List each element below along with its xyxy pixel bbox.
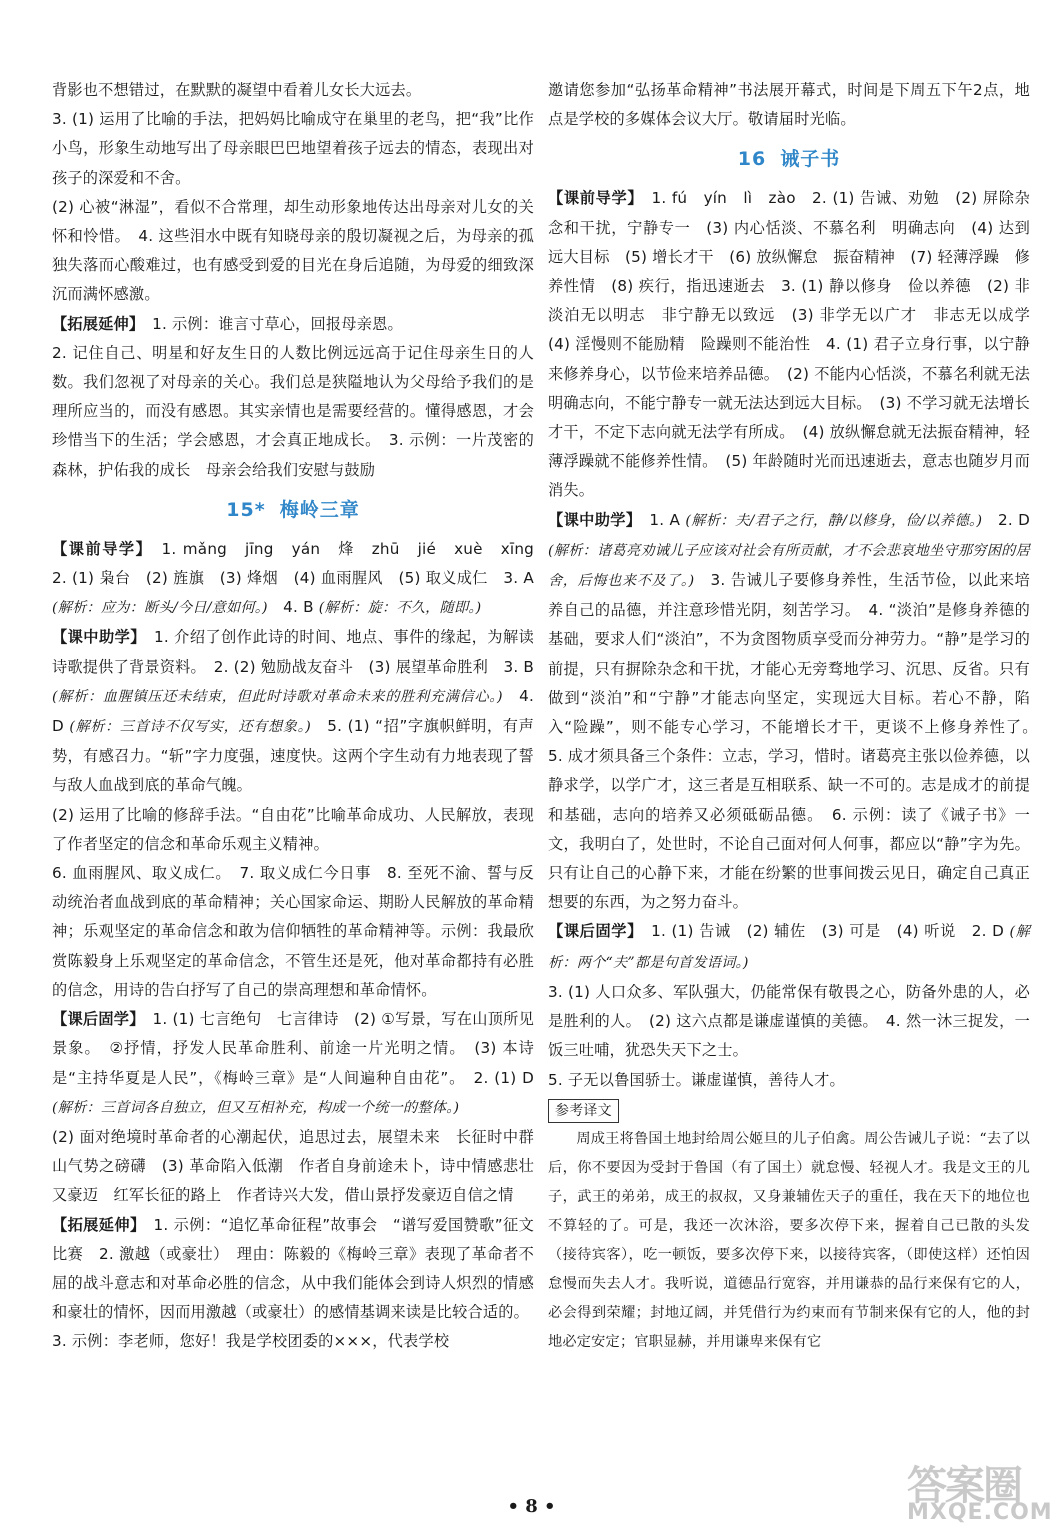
left-column [52, 76, 550, 1357]
text-paragraph: 3. (1) 人口众多、军队强大，仍能常保有敬畏之心，防备外患的人，必是胜利的人。 (2) 这六点都是谦虚谨慎的美德。 4. 然一沐三捉发，一饭三吐哺，犹恐失天下之士。 [548, 982, 1030, 1060]
lesson-number: 15* [226, 498, 266, 521]
text-paragraph: 3. 示例：李老师，您好！我是学校团委的×××，代表学校 [52, 1332, 450, 1351]
section-tag: 【课中助学】 [548, 510, 634, 529]
text-paragraph: 5. 子无以鲁国骄士。谦虚谨慎，善待人才。 [548, 1070, 845, 1089]
lesson-heading [52, 495, 534, 525]
answer-text: 1. 示例：谁言寸草心，回报母亲恩。 [136, 314, 403, 333]
analysis-note: (解析：三首诗不仅写实，还有想象。) [69, 719, 312, 736]
text-paragraph [548, 506, 1046, 918]
section-tag: 【课前导学】 [52, 539, 145, 558]
text-paragraph: 背影也不想错过，在默默的凝望中看着儿女长大远去。 [52, 81, 422, 99]
answer-text: 1. (1) 告诫 (2) 辅佐 (3) 可是 (4) 听说 2. D [635, 922, 1010, 941]
section-tag: 【课后固学】 [548, 922, 636, 941]
text-paragraph [52, 1005, 534, 1123]
translation-text: 周成王将鲁国土地封给周公姬旦的儿子伯禽。周公告诫儿子说：“去了以后，你不要因为受封于鲁国（有了国土）就怠慢、轻视人才。我是文王的儿子，武王的弟弟，成王的叔叔，又身兼辅佐天子的重任，我在天下的地位也不算轻的了。可是，我还一次沐浴，要多次停下来，握着自己已散的头发（接待宾客），吃一顿饭，要多次停下来，以接待宾客，（即使这样）还怕因怠慢而失去人才。我听说，道德品行宽容，并用谦恭的品行来保有它的人，必会得到荣耀；封地辽阔，并凭借行为约束而有节制来保有它的人，他的封地必定安定；官职显赫，并用谦卑来保有它 [548, 1130, 1030, 1350]
text-paragraph: 邀请您参加“弘扬革命精神”书法展开幕式，时间是下周五下午2点，地点是学校的多媒体会议大厅。敬请届时光临。 [548, 81, 1030, 129]
page-number: • 8 • [507, 1496, 556, 1517]
section-tag: 【课前导学】 [548, 189, 636, 208]
lesson-heading [548, 144, 1030, 174]
analysis-note: (解析：应为：断头/今日/意如何。) [52, 600, 268, 617]
answer-text: 1. (1) 七言绝句 七言律诗 (2) ①写景，写在山顶所见景象。 ②抒情，抒发人民革命胜利、前途一片光明之情。 (3) 本诗是“主持华夏是人民”，《梅岭三章》是“人间遍种自由花”。 2. (1) D [52, 1010, 535, 1087]
answer-text: 1. 示例：“追忆革命征程”故事会 “谱写爱国赞歌”征文比赛 2. 激越（或豪壮） 理由：陈毅的《梅岭三章》表现了革命者不屈的战斗意志和对革命必胜的信念，从中我们能体会到诗人炽烈的情感和豪壮的情怀，因而用激越（或豪壮）的感情基调来读是比较合适的。 [52, 1215, 534, 1322]
text-paragraph [52, 535, 550, 624]
text-paragraph [52, 623, 534, 800]
text-paragraph: (2) 心被“淋湿”，看似不合常理，却生动形象地传达出母亲对儿女的关怀和怜惜。 4. 这些泪水中既有知晓母亲的殷切凝视之后，为母亲的孤独失落而心酸难过，也有感受到爱的目光在身后追随，为母爱的细致深沉而满怀感激。 [52, 197, 534, 304]
site-watermark [899, 1454, 1053, 1528]
section-tag: 【拓展延伸】 [52, 314, 137, 333]
answer-text: 5. (1) “招”字旗帜鲜明，有声势，有感召力。“斩”字力度强，速度快。这两个字生动有力地表现了誓与敌人血战到底的革命气魄。 [52, 717, 534, 795]
text-paragraph: (2) 运用了比喻的修辞手法。“自由花”比喻革命成功、人民解放，表现了作者坚定的信念和革命乐观主义精神。 [52, 805, 534, 853]
watermark-logo-text: 答案圈 [907, 1463, 1021, 1509]
lesson-number: 16 [737, 148, 767, 171]
reference-translation [548, 1095, 1030, 1357]
answer-text: 4. B [267, 598, 319, 617]
analysis-note: (解析：两个“夫”都是句首发语词。) [548, 924, 1030, 971]
right-column [548, 76, 1046, 1357]
answer-text: 3. 告诫儿子要修身养性，生活节俭，以此来培养自己的品德，并注意珍惜光阴，刻苦学习。 4. “淡泊”是修身养德的基础，要求人们“淡泊”，不为贪图物质享受而分神劳力。“静”是学习的前提，只有摒除杂念和干扰，才能心无旁骛地学习、沉思、反省。只有做到“淡泊”和“宁静”才能志向坚定，实现远大目标。若心不静，陷入“险躁”，则不能专心学习，不能增长才干，更谈不上修身养性了。 5. 成才须具备三个条件：立志，学习，惜时。诸葛亮主张以俭养德，以静求学，以学广才，这三者是互相联系、缺一不可的。志是成才的前提和基础，志向的培养又必须砥砺品德。 6. 示例：读了《诫子书》一文，我明白了，处世时，不论自己面对何人何事，都应以“静”字为先。只有让自己的心静下来，才能在纷繁的世事间拨云见日，确定自己真正想要的东西，为之努力奋斗。 [548, 571, 1046, 912]
answer-text: 4. D [52, 686, 534, 736]
lesson-title: 梅岭三章 [279, 498, 360, 521]
watermark-url: MXQE.COM [907, 1500, 1053, 1525]
text-paragraph [548, 184, 1046, 505]
answer-text: 1. mǎng jīng yán 烽 zhū jié xuè xīng 2. (1) 枭台 (2) 旌旗 (3) 烽烟 (4) 血雨腥风 (5) 取义成仁 3. A [52, 539, 550, 588]
lesson-title: 诫子书 [780, 148, 841, 171]
analysis-note: (解析：三首词各自独立，但又互相补充，构成一个统一的整体。) [52, 1099, 460, 1116]
answer-text: 1. fú yín lì zào 2. (1) 告诫、劝勉 (2) 屏除杂念和干扰，宁静专一 (3) 内心恬淡、不慕名利 明确志向 (4) 达到远大目标 (5) 增长才干 (6) 放纵懈怠 振奋精神 (7) 轻薄浮躁 修养性情 (8) 疾行，指迅速逝去 3. (1) 静以修身 俭以养德 (2) 非淡泊无以明志 非宁静无以致远 (3) 非学无以广才 非志无以成学 (4) 淫慢则不能励精 险躁则不能治性 4. (1) 君子立身行事，以宁静来修养身心，以节俭来培养品德。 (2) 不能内心恬淡，不慕名利就无法明确志向，不能宁静专一就无法达到远大目标。 (3) 不学习就无法增长才干，不定下志向就无法学有所成。 (4) 放纵懈怠就无法振奋精神，轻薄浮躁就不能修养性情。 (5) 年龄随时光而迅速逝去，意志也随岁月而消失。 [548, 189, 1046, 500]
text-paragraph: 3. (1) 运用了比喻的手法，把妈妈比喻成守在巢里的老鸟，把“我”比作小鸟，形象生动地写出了母亲眼巴巴地望着孩子远去的情态，表现出对孩子的深爱和不舍。 [52, 110, 534, 187]
section-tag: 【课后固学】 [52, 1010, 138, 1029]
text-paragraph [52, 310, 534, 339]
answer-text: 1. A [633, 510, 686, 529]
text-paragraph [548, 917, 1030, 977]
analysis-note: (解析：诸葛亮劝诫儿子应该对社会有所贡献，才不会悲哀地坐守那穷困的居舍，后悔也来不及了。) [548, 542, 1030, 590]
answer-text: 1. 介绍了创作此诗的时间、地点、事件的缘起，为解读诗歌提供了背景资料。 2. (2) 勉励战友奋斗 (3) 展望革命胜利 3. B [52, 628, 534, 676]
section-tag: 【拓展延伸】 [52, 1215, 138, 1234]
text-paragraph: 6. 血雨腥风、取义成仁。 7. 取义成仁今日事 8. 至死不渝、誓与反动统治者血战到底的革命精神；关心国家命运、期盼人民解放的革命精神；乐观坚定的革命信念和敢为信仰牺牲的革命精神等。示例：我最欣赏陈毅身上乐观坚定的革命信念，不管生还是死，他对革命都持有必胜的信念，用诗的告白抒写了自己的崇高理想和革命情怀。 [52, 864, 534, 999]
text-paragraph: (2) 面对绝境时革命者的心潮起伏，追思过去，展望未来 长征时中群山气势之磅礴 (3) 革命陷入低潮 作者自身前途未卜，诗中情感悲壮又豪迈 红军长征的路上 作者诗兴大发，借山景抒发豪迈自信之情 [52, 1127, 534, 1205]
text-paragraph: 2. 记住自己、明星和好友生日的人数比例远远高于记住母亲生日的人数。我们忽视了对母亲的关心。我们总是狭隘地认为父母给予我们的是理所应当的，而没有感恩。其实亲情也是需要经营的。懂得感恩，才会珍惜当下的生活；学会感恩，才会真正地成长。 3. 示例：一片茂密的森林，护佑我的成长 母亲会给我们安慰与鼓励 [52, 343, 534, 479]
text-paragraph [52, 1211, 534, 1328]
answer-text: 2. D [982, 510, 1030, 529]
analysis-note: (解析：血腥镇压还未结束，但此时诗歌对革命未来的胜利充满信心。) [52, 688, 503, 705]
analysis-note: (解析：旋：不久，随即。) [318, 600, 482, 617]
analysis-note: (解析：夫/君子之行，静/以修身，俭/以养德。) [685, 512, 983, 529]
section-tag: 【课中助学】 [52, 628, 139, 647]
reference-label: 参考译文 [548, 1099, 619, 1123]
